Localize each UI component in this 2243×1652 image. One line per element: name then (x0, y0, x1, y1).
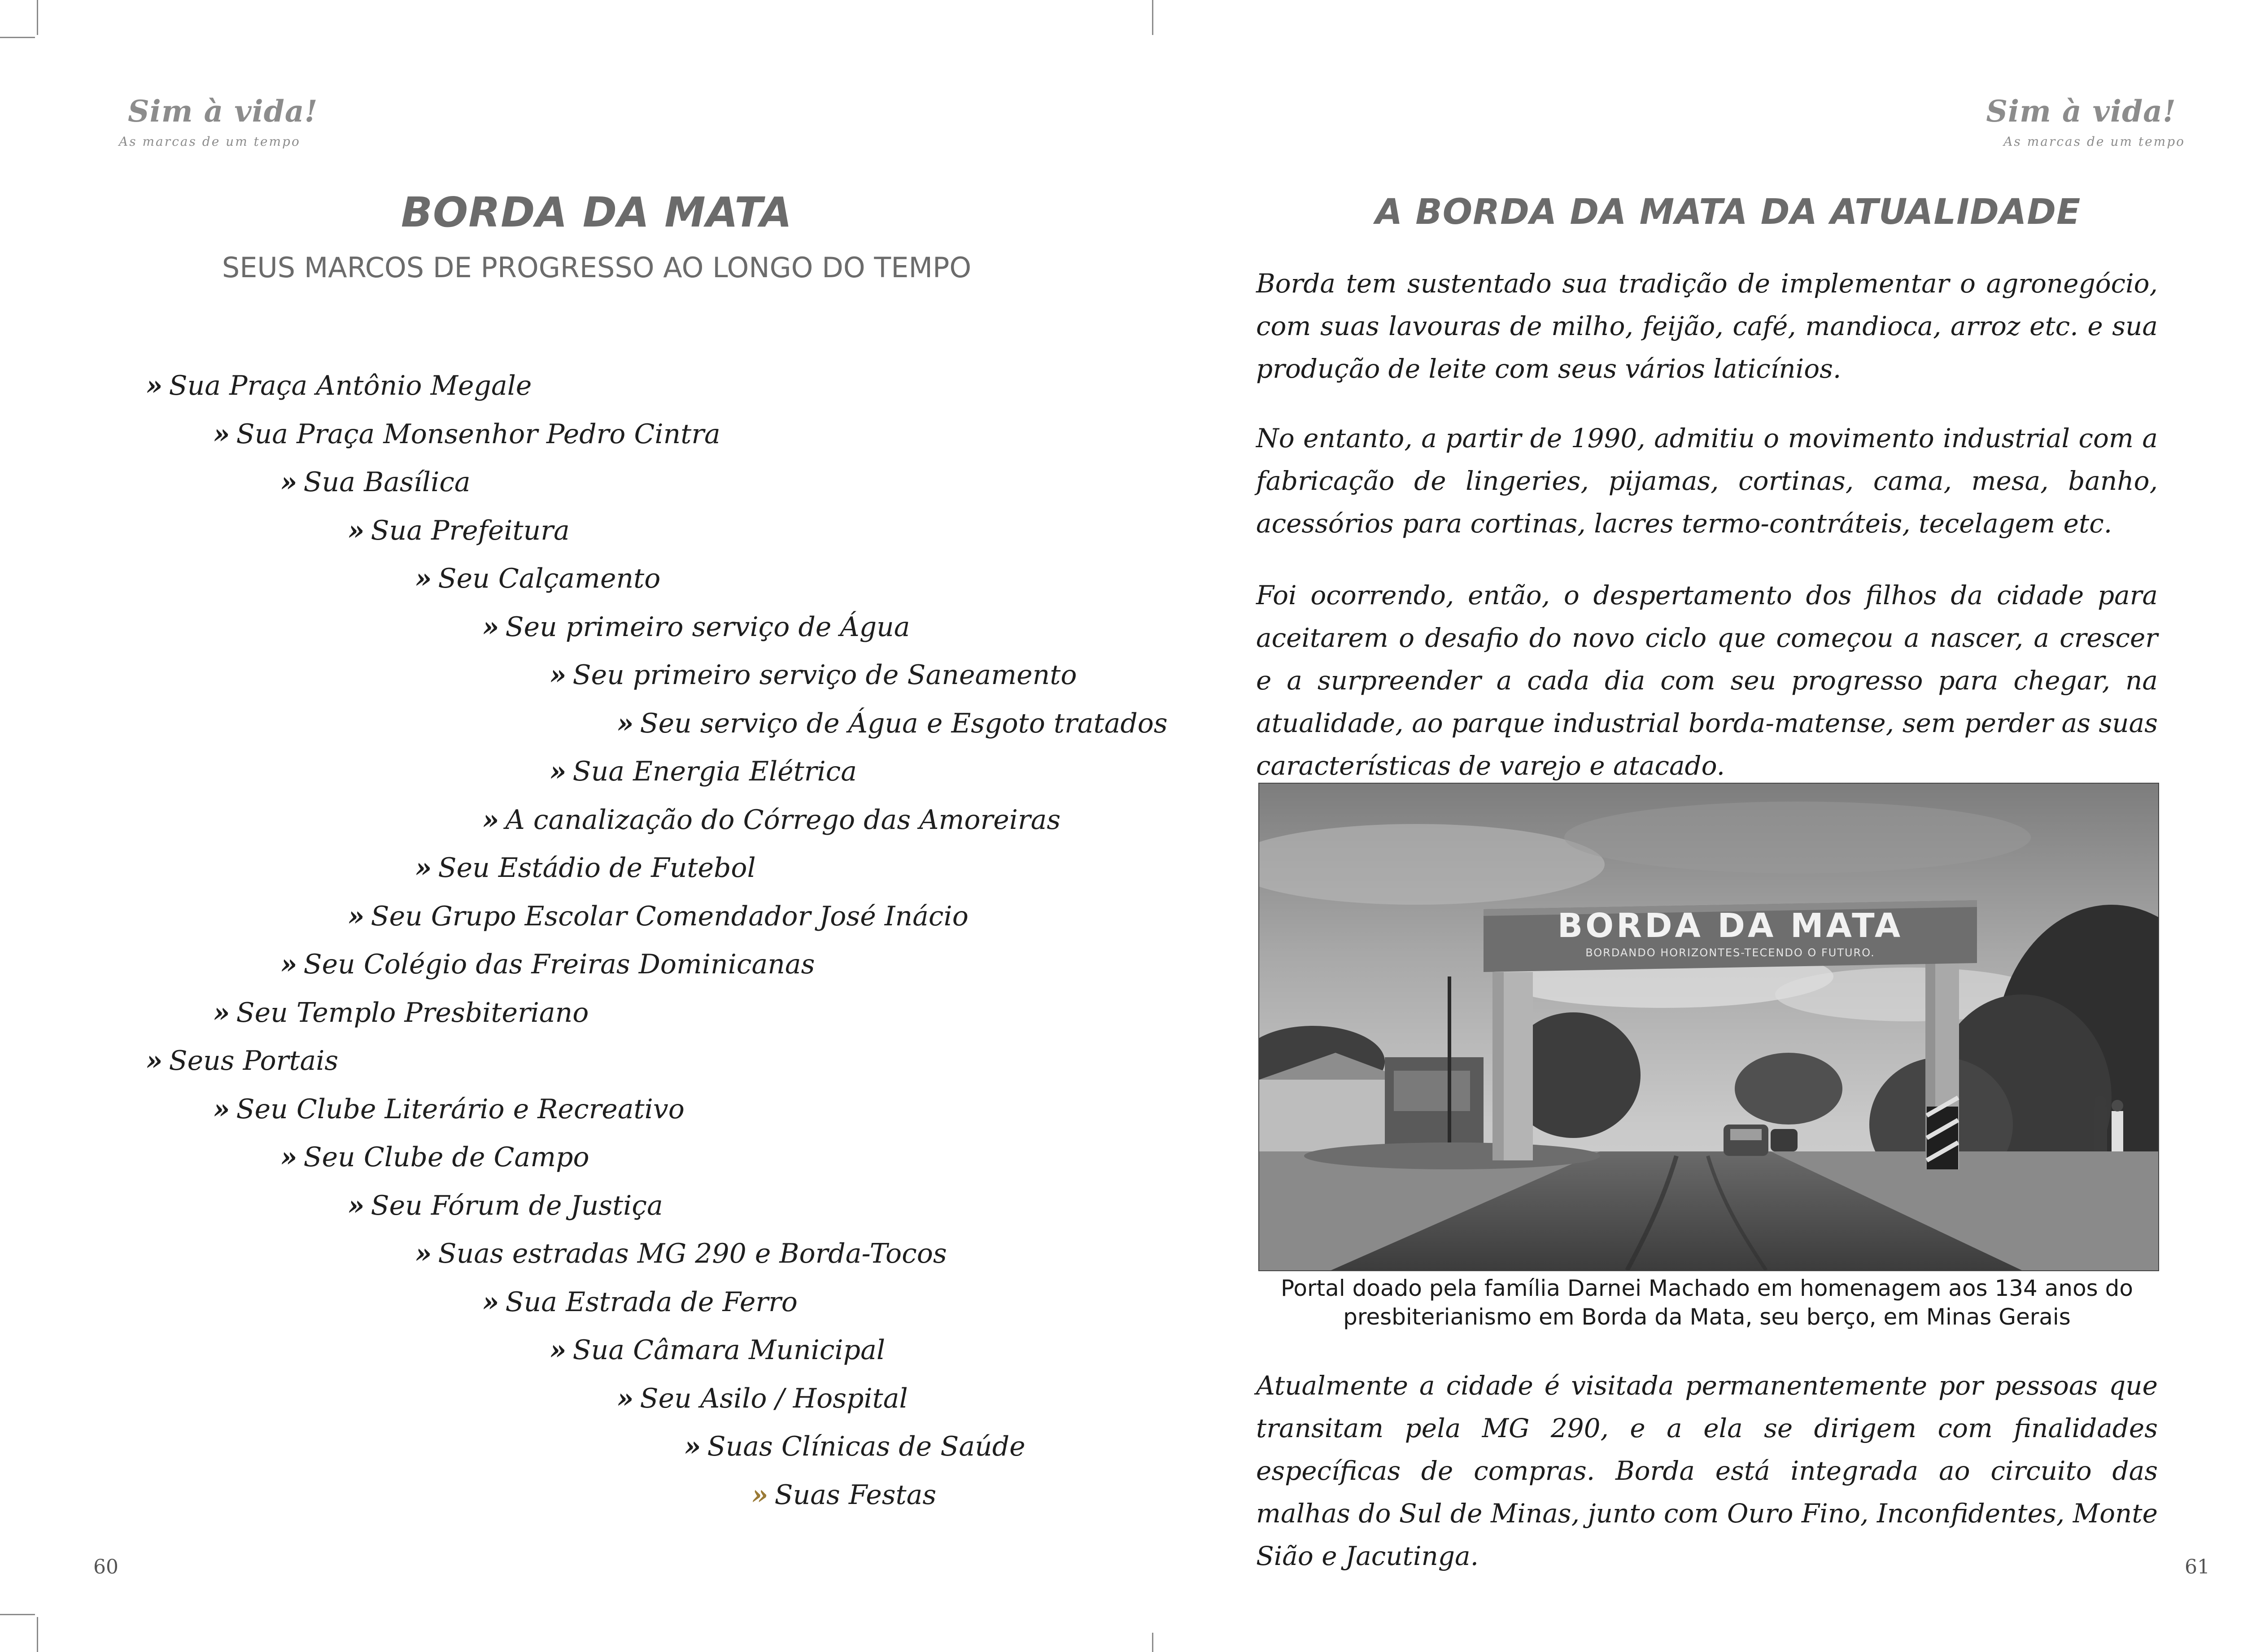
list-item: » Seu Grupo Escolar Comendador José Inácio (348, 901, 969, 932)
chevron-right-icon: » (482, 1286, 499, 1318)
list-item: » Seu primeiro serviço de Saneamento (550, 659, 1077, 691)
crop-mark (0, 1614, 35, 1615)
sign-subtitle: BORDANDO HORIZONTES-TECENDO O FUTURO. (1585, 946, 1875, 959)
list-item: » Sua Praça Antônio Megale (146, 370, 532, 401)
header-brand (119, 96, 318, 149)
list-item: » Suas Clínicas de Saúde (684, 1431, 1025, 1462)
chevron-right-icon: » (550, 1334, 567, 1366)
chevron-right-icon: » (617, 1383, 634, 1414)
crop-mark (37, 1617, 38, 1652)
chevron-right-icon: » (280, 949, 297, 980)
list-item: » Seu Clube Literário e Recreativo (213, 1094, 685, 1125)
chevron-right-icon: » (213, 418, 230, 450)
chevron-right-icon: » (280, 466, 297, 498)
brand-title: Sim à vida! (128, 94, 318, 129)
chevron-right-icon: » (415, 1238, 432, 1269)
paragraph: No entanto, a partir de 1990, admitiu o movimento industrial com a fabricação de lingeries, pijamas, cortinas, cama, mesa, banho, acessórios para cortinas, lacres termo-contráteis, tecelagem etc. (1256, 423, 2158, 539)
list-item: » Seu primeiro serviço de Água (482, 611, 910, 643)
chevron-right-icon: » (751, 1479, 768, 1511)
list-item: » Sua Estrada de Ferro (482, 1286, 798, 1318)
header-brand (1986, 96, 2185, 149)
portal-photo (1258, 783, 2159, 1271)
paragraph: Borda tem sustentado sua tradição de implementar o agronegócio, com suas lavouras de milho, feijão, café, mandioca, arroz etc. e sua produção de leite com seus vários laticínios. (1256, 268, 2158, 384)
list-item: » Seu Colégio das Freiras Dominicanas (280, 949, 815, 980)
chevron-right-icon: » (146, 1045, 163, 1077)
chevron-right-icon: » (482, 804, 499, 836)
chevron-right-icon: » (415, 852, 432, 884)
list-item: » Sua Energia Elétrica (550, 756, 857, 787)
list-item: » Sua Prefeitura (348, 515, 570, 546)
list-item: » A canalização do Córrego das Amoreiras (482, 804, 1061, 836)
page-number: 60 (93, 1556, 118, 1578)
list-item: » Seu Fórum de Justiça (348, 1190, 663, 1221)
chevron-right-icon: » (617, 708, 634, 739)
section-title: A BORDA DA MATA DA ATUALIDADE (1375, 192, 2081, 232)
list-item: » Suas estradas MG 290 e Borda-Tocos (415, 1238, 947, 1269)
chevron-right-icon: » (280, 1142, 297, 1173)
chevron-right-icon: » (348, 1190, 365, 1221)
page-title: BORDA DA MATA (401, 188, 793, 236)
chevron-right-icon: » (348, 515, 365, 546)
chevron-right-icon: » (550, 659, 567, 691)
list-item: » Sua Câmara Municipal (550, 1334, 886, 1366)
list-item: » Sua Praça Monsenhor Pedro Cintra (213, 418, 720, 450)
chevron-right-icon: » (146, 370, 163, 401)
photo-caption: Portal doado pela família Darnei Machado em homenagem aos 134 anos do presbiterianismo em Borda da Mata, seu berço, em Minas Gerais (1281, 1275, 2133, 1330)
chevron-right-icon: » (213, 997, 230, 1029)
brand-title: Sim à vida! (1986, 94, 2176, 129)
crop-mark (37, 0, 38, 35)
chevron-right-icon: » (348, 901, 365, 932)
list-item: » Suas Festas (751, 1479, 937, 1511)
list-item: » Seu Estádio de Futebol (415, 852, 756, 884)
chevron-right-icon: » (550, 756, 567, 787)
right-page (1152, 0, 2243, 1652)
brand-tagline: As marcas de um tempo (119, 134, 301, 149)
list-item: » Seu serviço de Água e Esgoto tratados (617, 708, 1168, 739)
crop-mark (1152, 1633, 1153, 1652)
crop-mark (1152, 0, 1153, 35)
list-item: » Seus Portais (146, 1045, 339, 1077)
chevron-right-icon: » (482, 611, 499, 643)
list-item: » Seu Templo Presbiteriano (213, 997, 589, 1029)
paragraph: Atualmente a cidade é visitada permanentemente por pessoas que transitam pela MG 290, e a ela se dirigem com finalidades específicas de compras. Borda está integrada ao circuito das malhas do Sul de Minas, junto com Ouro Fino, Inconfidentes, Monte Sião e Jacutinga. (1256, 1370, 2158, 1571)
list-item: » Seu Clube de Campo (280, 1142, 589, 1173)
brand-tagline: As marcas de um tempo (2003, 134, 2185, 149)
page-subtitle: SEUS MARCOS DE PROGRESSO AO LONGO DO TEMPO (222, 251, 972, 284)
crop-mark (0, 37, 35, 38)
chevron-right-icon: » (684, 1431, 701, 1462)
list-item: » Seu Asilo / Hospital (617, 1383, 908, 1414)
list-item: » Seu Calçamento (415, 563, 661, 594)
list-item: » Sua Basílica (280, 466, 471, 498)
chevron-right-icon: » (213, 1094, 230, 1125)
page-number: 61 (2185, 1556, 2210, 1578)
chevron-right-icon: » (415, 563, 432, 594)
sign-title: BORDA DA MATA (1557, 907, 1903, 945)
paragraph: Foi ocorrendo, então, o despertamento dos filhos da cidade para aceitarem o desafio do novo ciclo que começou a nascer, a crescer e a surpreender a cada dia com seu progresso para chegar, na atualidade, ao parque industrial borda-matense, sem perder as suas características de varejo e atacado. (1256, 580, 2158, 781)
